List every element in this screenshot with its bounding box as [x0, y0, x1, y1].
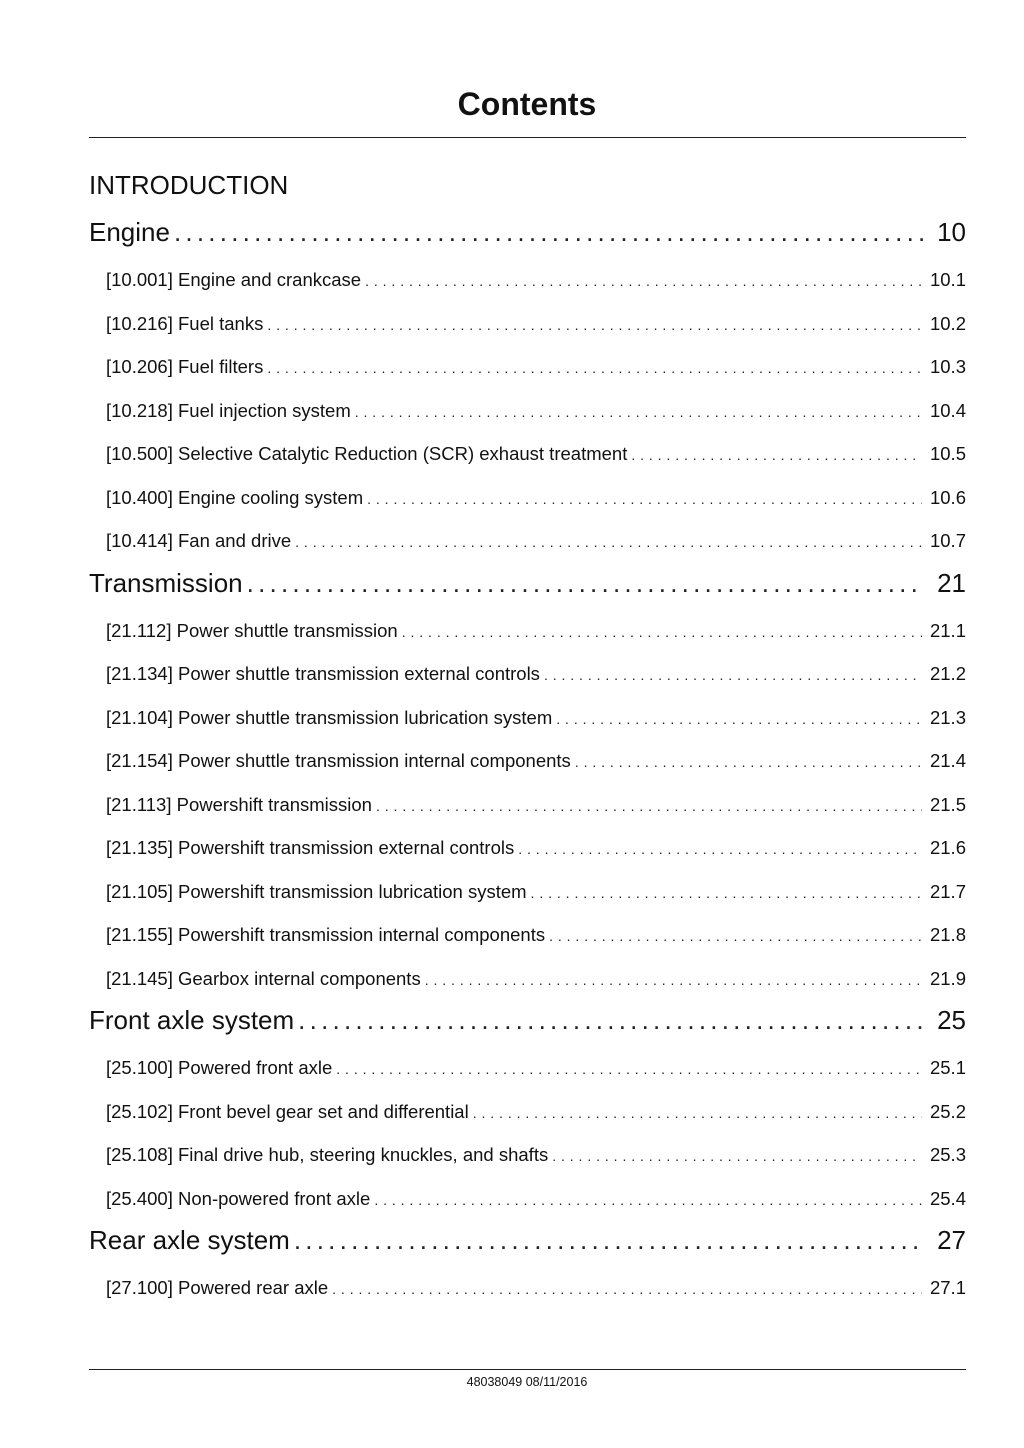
entry-page-number: 25.4	[929, 1187, 966, 1209]
toc-entry[interactable]	[89, 519, 966, 563]
entry-page-number: 25.1	[929, 1057, 966, 1078]
dot-leader	[298, 1000, 923, 1040]
entry-title: [10.500] Selective Catalytic Reduction (SCR) exhaust treatment	[106, 443, 628, 464]
dot-leader	[402, 611, 922, 655]
toc-entry[interactable]	[89, 913, 966, 957]
top-divider	[89, 137, 966, 138]
entry-page-number: 25.3	[929, 1144, 966, 1165]
toc-entry[interactable]	[89, 1177, 966, 1221]
toc-entry[interactable]	[89, 1133, 966, 1177]
chapter-title: Front axle system	[89, 1005, 295, 1035]
toc-entry[interactable]	[89, 389, 966, 433]
dot-leader	[336, 1048, 922, 1092]
dot-leader	[374, 1179, 922, 1223]
entry-title: [10.001] Engine and crankcase	[106, 269, 362, 290]
chapter-title: Rear axle system	[89, 1225, 290, 1255]
dot-leader	[267, 304, 922, 348]
toc-entry[interactable]	[89, 1090, 966, 1134]
entry-page-number: 10.7	[929, 530, 966, 551]
dot-leader	[355, 391, 922, 435]
toc-entry[interactable]	[89, 432, 966, 476]
dot-leader	[332, 1268, 922, 1312]
toc-entry[interactable]	[89, 1046, 966, 1090]
toc-chapter-transmission[interactable]	[89, 563, 966, 603]
dot-leader	[544, 654, 922, 698]
entry-title: [21.154] Power shuttle transmission internal components	[106, 750, 571, 771]
toc-chapter-rear-axle-system[interactable]	[89, 1220, 966, 1260]
dot-leader	[376, 785, 922, 829]
entry-page-number: 21.4	[929, 750, 966, 771]
dot-leader	[531, 872, 922, 916]
entry-title: [10.206] Fuel filters	[106, 356, 264, 377]
toc-entry[interactable]	[89, 783, 966, 827]
entry-page-number: 21.6	[929, 837, 966, 858]
toc-chapter-engine[interactable]	[89, 212, 966, 252]
dot-leader	[295, 521, 922, 565]
chapter-page-number: 27	[937, 1225, 966, 1255]
table-of-contents	[89, 212, 966, 1310]
dot-leader	[556, 698, 922, 742]
entry-page-number: 25.2	[929, 1100, 966, 1122]
section-heading-introduction: INTRODUCTION	[89, 170, 289, 200]
entry-page-number: 10.2	[929, 312, 966, 334]
entry-title: [21.105] Powershift transmission lubrication system	[106, 880, 527, 902]
entry-page-number: 10.1	[929, 269, 966, 290]
bottom-divider	[89, 1369, 966, 1370]
toc-entry[interactable]	[89, 696, 966, 740]
entry-title: [10.414] Fan and drive	[106, 530, 292, 551]
toc-entry[interactable]	[89, 345, 966, 389]
entry-page-number: 21.9	[929, 967, 966, 989]
chapter-page-number: 10	[937, 217, 966, 247]
dot-leader	[294, 1220, 923, 1260]
toc-entry[interactable]	[89, 1266, 966, 1310]
entry-title: [25.102] Front bevel gear set and differential	[106, 1100, 469, 1122]
entry-page-number: 21.8	[929, 924, 966, 945]
entry-title: [21.104] Power shuttle transmission lubrication system	[106, 706, 553, 728]
toc-entry[interactable]	[89, 609, 966, 653]
dot-leader	[575, 741, 922, 785]
entry-page-number: 21.3	[929, 706, 966, 728]
entry-page-number: 21.5	[929, 793, 966, 815]
entry-page-number: 27.1	[929, 1277, 966, 1298]
entry-title: [25.108] Final drive hub, steering knuckles, and shafts	[106, 1144, 549, 1165]
chapter-page-number: 25	[937, 1005, 966, 1035]
dot-leader	[473, 1092, 922, 1136]
dot-leader	[267, 347, 922, 391]
dot-leader	[631, 434, 922, 478]
entry-page-number: 10.5	[929, 443, 966, 464]
entry-title: [21.135] Powershift transmission external controls	[106, 837, 515, 858]
entry-page-number: 10.4	[929, 399, 966, 421]
entry-page-number: 21.7	[929, 880, 966, 902]
chapter-title: Engine	[89, 217, 170, 247]
dot-leader	[247, 563, 923, 603]
toc-entry[interactable]	[89, 826, 966, 870]
entry-title: [25.400] Non-powered front axle	[106, 1187, 371, 1209]
chapter-page-number: 21	[937, 567, 966, 598]
entry-title: [21.113] Powershift transmission	[106, 793, 372, 815]
entry-title: [21.155] Powershift transmission internal components	[106, 924, 546, 945]
chapter-title: Transmission	[89, 567, 243, 598]
entry-title: [10.218] Fuel injection system	[106, 399, 351, 421]
entry-title: [21.134] Power shuttle transmission external controls	[106, 663, 540, 684]
entry-title: [21.145] Gearbox internal components	[106, 967, 421, 989]
dot-leader	[425, 959, 922, 1003]
entry-title: [21.112] Power shuttle transmission	[106, 619, 398, 641]
toc-entry[interactable]	[89, 652, 966, 696]
page-title: Contents	[457, 86, 597, 122]
dot-leader	[367, 478, 922, 522]
dot-leader	[365, 260, 922, 304]
toc-entry[interactable]	[89, 258, 966, 302]
dot-leader	[174, 212, 923, 252]
toc-entry[interactable]	[89, 302, 966, 346]
entry-title: [25.100] Powered front axle	[106, 1057, 333, 1078]
entry-page-number: 10.3	[929, 356, 966, 377]
dot-leader	[518, 828, 922, 872]
toc-entry[interactable]	[89, 870, 966, 914]
toc-entry[interactable]	[89, 957, 966, 1001]
entry-page-number: 10.6	[929, 486, 966, 508]
entry-title: [10.400] Engine cooling system	[106, 486, 364, 508]
entry-title: [10.216] Fuel tanks	[106, 312, 264, 334]
toc-entry[interactable]	[89, 739, 966, 783]
footer-doc-id: 48038049 08/11/2016	[466, 1375, 588, 1389]
dot-leader	[552, 1135, 922, 1179]
entry-page-number: 21.2	[929, 663, 966, 684]
toc-entry[interactable]	[89, 476, 966, 520]
entry-page-number: 21.1	[929, 619, 966, 641]
entry-title: [27.100] Powered rear axle	[106, 1277, 329, 1298]
dot-leader	[549, 915, 922, 959]
toc-chapter-front-axle-system[interactable]	[89, 1000, 966, 1040]
